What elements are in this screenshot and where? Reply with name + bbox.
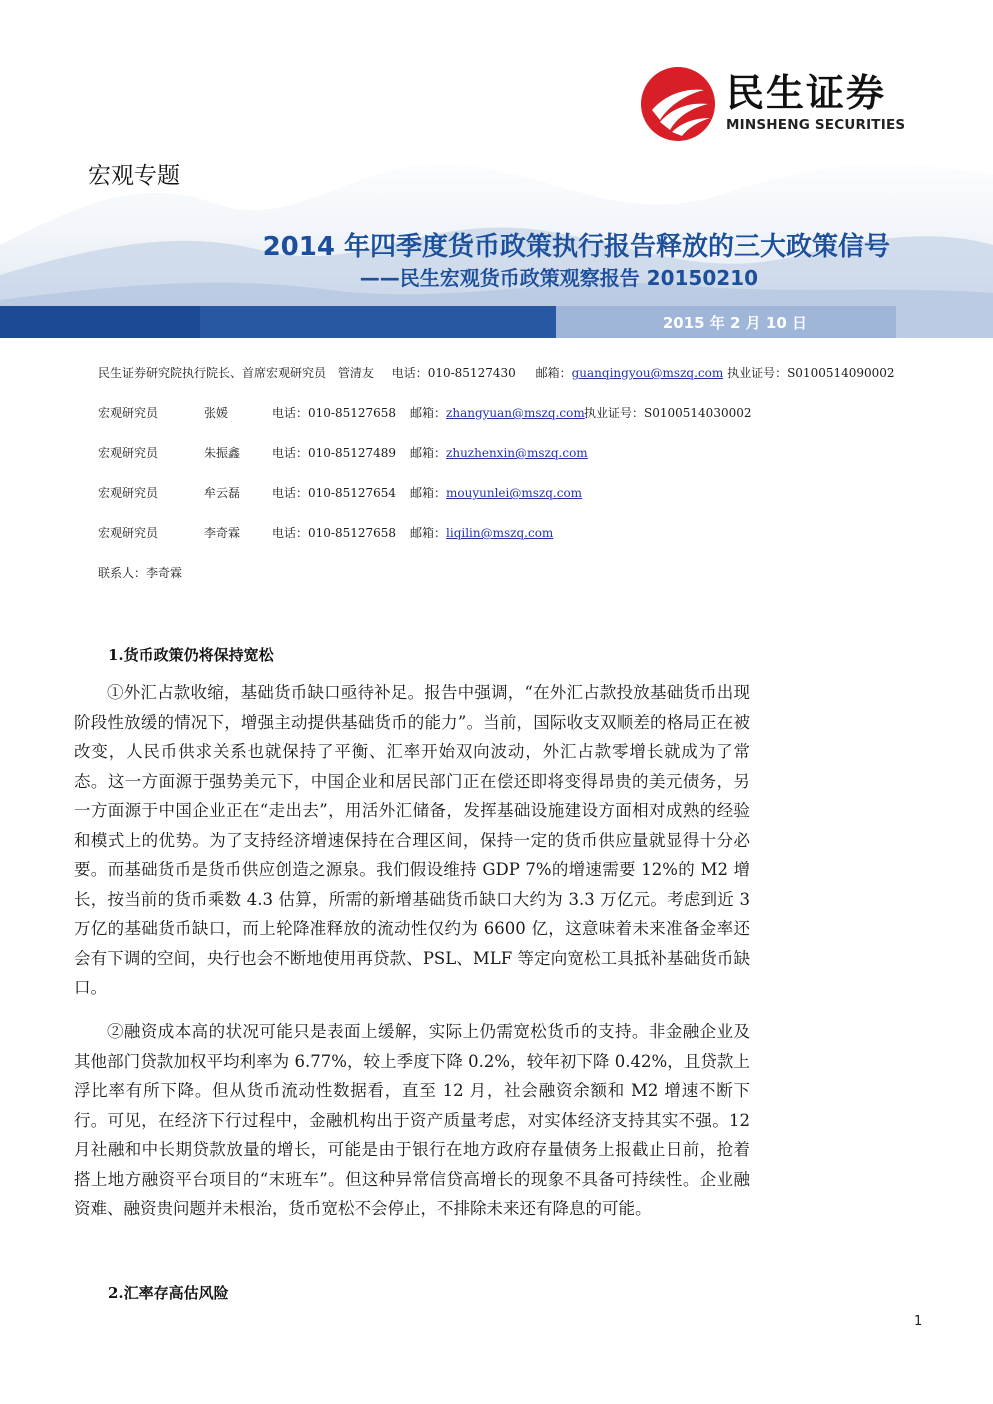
section-heading-1: 1.货币政策仍将保持宽松 bbox=[108, 646, 274, 664]
analyst-name: 朱振鑫 bbox=[204, 446, 241, 460]
band-segment bbox=[896, 306, 993, 338]
analyst-title: 民生证券研究院执行院长、首席宏观研究员 bbox=[98, 366, 327, 380]
analyst-email-link[interactable]: mouyunlei@mszq.com bbox=[446, 486, 583, 500]
analyst-row bbox=[98, 444, 918, 484]
analyst-row bbox=[98, 484, 918, 524]
analyst-license: S0100514030002 bbox=[644, 406, 752, 420]
license-label: 执业证号： bbox=[584, 406, 645, 420]
email-label: 邮箱： bbox=[410, 446, 447, 460]
section-label: 宏观专题 bbox=[88, 163, 180, 189]
section-heading-2: 2.汇率存高估风险 bbox=[108, 1284, 229, 1302]
contact-person: 联系人：李奇霖 bbox=[98, 566, 183, 580]
analyst-phone: 010-85127658 bbox=[308, 406, 397, 420]
report-date: 2015 年 2 月 10 日 bbox=[662, 314, 807, 332]
analyst-row bbox=[98, 404, 918, 444]
analyst-phone: 010-85127658 bbox=[308, 526, 397, 540]
logo-name-cn: 民生证券 bbox=[726, 71, 887, 115]
band-segment bbox=[0, 306, 200, 338]
email-label: 邮箱： bbox=[410, 486, 447, 500]
analyst-email-link[interactable]: guanqingyou@mszq.com bbox=[571, 366, 724, 380]
analyst-lead-row bbox=[98, 364, 918, 404]
analyst-phone: 010-85127430 bbox=[427, 366, 516, 380]
analyst-role: 宏观研究员 bbox=[98, 526, 159, 540]
analyst-phone: 010-85127489 bbox=[308, 446, 397, 460]
license-label: 执业证号： bbox=[727, 366, 788, 380]
analyst-name: 管清友 bbox=[337, 366, 374, 380]
analyst-email-link[interactable]: liqilin@mszq.com bbox=[446, 526, 554, 540]
phone-label: 电话： bbox=[391, 366, 428, 380]
analyst-email-link[interactable]: zhuzhenxin@mszq.com bbox=[446, 446, 588, 460]
analyst-name: 李奇霖 bbox=[204, 526, 241, 540]
phone-label: 电话： bbox=[272, 446, 309, 460]
analyst-email-link[interactable]: zhangyuan@mszq.com bbox=[446, 406, 585, 420]
footer-rule bbox=[62, 1344, 932, 1345]
analyst-row bbox=[98, 524, 918, 564]
report-title: 2014 年四季度货币政策执行报告释放的三大政策信号 bbox=[262, 232, 890, 262]
analyst-role: 宏观研究员 bbox=[98, 486, 159, 500]
phone-label: 电话： bbox=[272, 406, 309, 420]
phone-label: 电话： bbox=[272, 486, 309, 500]
analyst-license: S0100514090002 bbox=[787, 366, 895, 380]
analyst-name: 牟云磊 bbox=[204, 486, 241, 500]
company-logo bbox=[640, 66, 930, 146]
analyst-name: 张媛 bbox=[204, 406, 229, 420]
report-subtitle: ——民生宏观货币政策观察报告 20150210 bbox=[359, 266, 758, 290]
body-paragraph-1: ①外汇占款收缩，基础货币缺口亟待补足。报告中强调，“在外汇占款投放基础货币出现阶段性放缓的情况下，增强主动提供基础货币的能力”。当前，国际收支双顺差的格局正在被改变，人民币供求关系也就保持了平衡、汇率开始双向波动，外汇占款零增长就成为了常态。这一方面源于强势美元下，中国企业和居民部门正在偿还即将变得昂贵的美元债务，另一方面源于中国企业正在“走出去”，用活外汇储备，发挥基础设施建设方面相对成熟的经验和模式上的优势。为了支持经济增速保持在合理区间，保持一定的货币供应量就显得十分必要。而基础货币是货币供应创造之源泉。我们假设维持 GDP 7%的增速需要 12%的 M2 增长，按当前的货币乘数 4.3 估算，所需的新增基础货币缺口大约为 3.3 万亿元。考虑到近 3 万亿的基础货币缺口，而上轮降准释放的流动性仅约为 6600 亿，这意味着未来准备金率还会有下调的空间，央行也会不断地使用再贷款、PSL、MLF 等定向宽松工具抵补基础货币缺口。 bbox=[74, 683, 750, 997]
analyst-phone: 010-85127654 bbox=[308, 486, 397, 500]
date-band bbox=[0, 306, 993, 338]
analyst-role: 宏观研究员 bbox=[98, 446, 159, 460]
band-segment bbox=[200, 306, 556, 338]
phone-label: 电话： bbox=[272, 526, 309, 540]
email-label: 邮箱： bbox=[410, 526, 447, 540]
email-label: 邮箱： bbox=[410, 406, 447, 420]
email-label: 邮箱： bbox=[535, 366, 572, 380]
logo-name-en: MINSHENG SECURITIES bbox=[726, 117, 906, 133]
analyst-list bbox=[98, 364, 918, 604]
page-number: 1 bbox=[914, 1314, 923, 1329]
body-paragraph-2: ②融资成本高的状况可能只是表面上缓解，实际上仍需宽松货币的支持。非金融企业及其他部门贷款加权平均利率为 6.77%，较上季度下降 0.2%，较年初下降 0.42%，且贷款上浮比率有所下降。但从货币流动性数据看，直至 12 月，社会融资余额和 M2 增速不断下行。可见，在经济下行过程中，金融机构出于资产质量考虑，对实体经济支持其实不强。12 月社融和中长期贷款放量的增长，可能是由于银行在地方政府存量债务上报截止日前，抢着搭上地方融资平台项目的“末班车”。但这种异常信贷高增长的现象不具备可持续性。企业融资难、融资贵问题并未根治，货币宽松不会停止，不排除未来还有降息的可能。 bbox=[74, 1022, 750, 1218]
analyst-role: 宏观研究员 bbox=[98, 406, 159, 420]
logo-mark-icon bbox=[640, 66, 716, 142]
